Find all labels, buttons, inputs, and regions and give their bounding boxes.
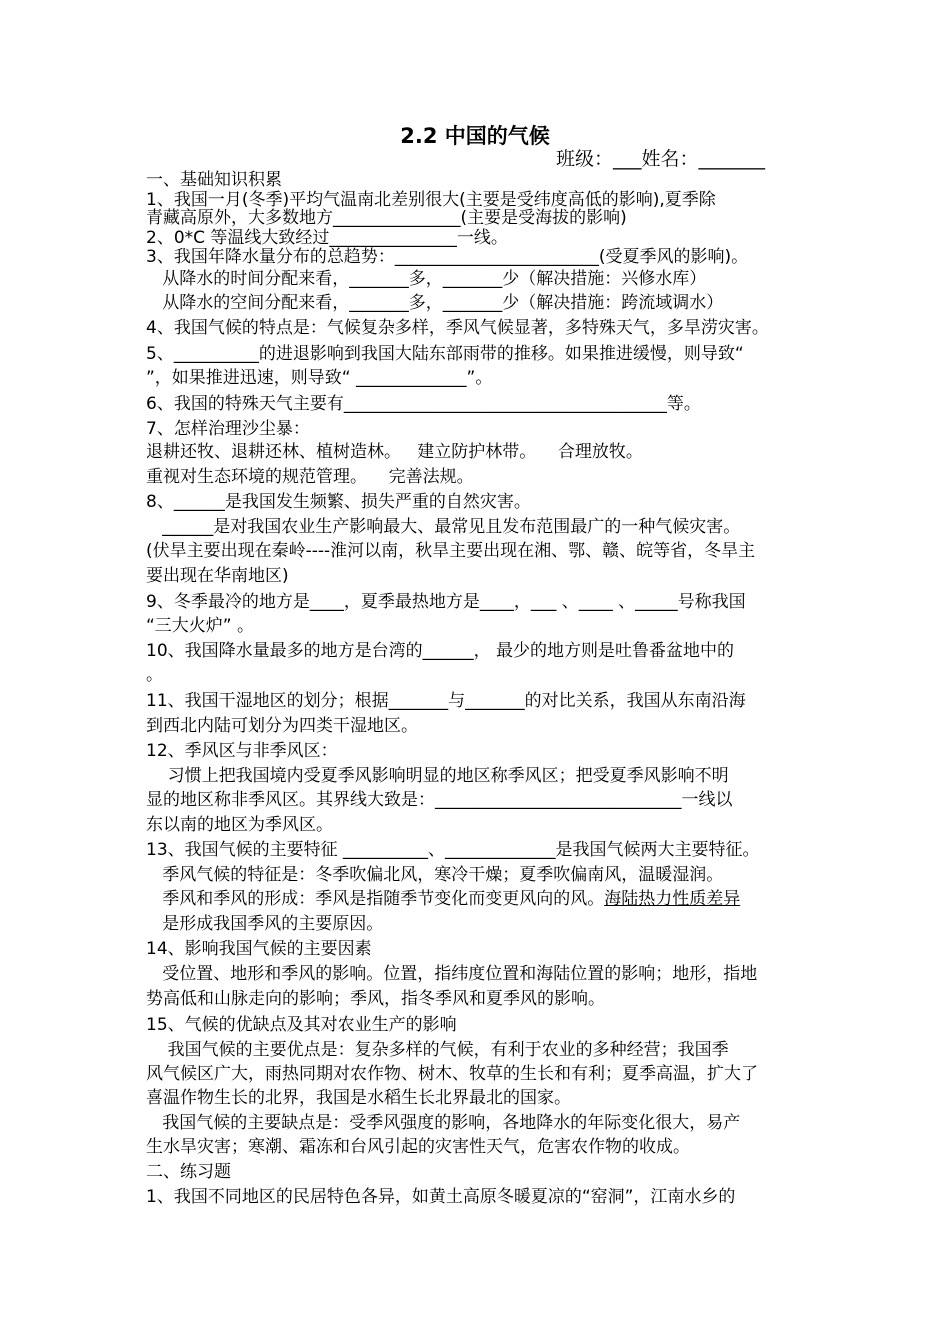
text-line: 我国气候的主要缺点是：受季风强度的影响，各地降水的年际变化很大，易产 [146,1113,741,1133]
text-line: 。 [146,665,163,685]
text-line: 显的地区称非季风区。其界线大致是：_____________________________一线以 [146,790,733,810]
class-name-field: 班级：___姓名：_______ [556,148,766,170]
text-line: ”，如果推进迅速，则导致“ _____________”。 [146,368,493,388]
text-line: 1、我国不同地区的民居特色各异，如黄土高原冬暖夏凉的“窑洞”，江南水乡的 [146,1187,736,1207]
text-line: 11、我国干湿地区的划分；根据_______与_______的对比关系，我国从东南沿海 [146,691,746,711]
text-line: 是形成我国季风的主要原因。 [146,914,384,934]
text-line: 从降水的时间分配来看，_______多，_______少（解决措施：兴修水库） [146,269,707,289]
text-line: 我国气候的主要优点是：复杂多样的气候，有利于农业的多种经营；我国季 [146,1040,729,1060]
text-line [146,889,740,909]
underlined-phrase: 海陆热力性质差异 [604,889,741,909]
text-line: 13、我国气候的主要特征 __________、_____________是我国气候两大主要特征。 [146,840,760,860]
text-line: ______是对我国农业生产影响最大、最常见且发布范围最广的一种气候灾害。 [146,517,741,537]
text-line: 9、冬季最冷的地方是____，夏季最热地方是____，___ 、____ 、_____号称我国 [146,592,746,612]
text-line: 势高低和山脉走向的影响；季风，指冬季风和夏季风的影响。 [146,989,605,1009]
text-line: 8、______是我国发生频繁、损失严重的自然灾害。 [146,492,531,512]
text-line: 14、影响我国气候的主要因素 [146,939,372,959]
text-line: 6、我国的特殊天气主要有______________________________________等。 [146,394,701,414]
text-line-part: 季风和季风的形成：季风是指随季节变化而变更风向的风。 [146,889,605,909]
text-line: 东以南的地区为季风区。 [146,815,333,835]
text-line: 生水旱灾害；寒潮、霜冻和台风引起的灾害性天气，危害农作物的收成。 [146,1137,690,1157]
text-line: 要出现在华南地区) [146,566,289,586]
text-line: 5、__________的进退影响到我国大陆东部雨带的推移。如果推进缓慢，则导致“ [146,344,744,364]
text-line: 15、气候的优缺点及其对农业生产的影响 [146,1015,457,1035]
text-line: 10、我国降水量最多的地方是台湾的______， 最少的地方则是吐鲁番盆地中的 [146,641,735,661]
text-line: 重视对生态环境的规范管理。 完善法规。 [146,467,474,487]
text-line: 从降水的空间分配来看，_______多，_______少（解决措施：跨流域调水） [146,293,724,313]
text-line: 习惯上把我国境内受夏季风影响明显的地区称季风区；把受夏季风影响不明 [146,766,729,786]
text-line: 3、我国年降水量分布的总趋势：________________________(受夏季风的影响)。 [146,247,749,267]
text-line: 青藏高原外，大多数地方_______________(主要是受海拔的影响) [146,208,627,228]
section-heading-basics: 一、基础知识积累 [146,170,282,190]
text-line: 受位置、地形和季风的影响。位置，指纬度位置和海陆位置的影响；地形，指地 [146,964,758,984]
text-line: (伏旱主要出现在秦岭----淮河以南，秋旱主要出现在湘、鄂、赣、皖等省，冬旱主 [146,541,756,561]
text-line: 到西北内陆可划分为四类干湿地区。 [146,716,418,736]
text-line: 7、怎样治理沙尘暴： [146,419,310,439]
text-line: 风气候区广大，雨热同期对农作物、树木、牧草的生长和有利；夏季高温，扩大了 [146,1064,758,1084]
text-line: 2、0*C 等温线大致经过_______________一线。 [146,228,508,248]
page-title: 2.2 中国的气候 [400,124,550,148]
text-line: 1、我国一月(冬季)平均气温南北差别很大(主要是受纬度高低的影响),夏季除 [146,190,716,210]
text-line: 4、我国气候的特点是：气候复杂多样，季风气候显著，多特殊天气，多旱涝灾害。 [146,318,769,338]
text-line: 喜温作物生长的北界，我国是水稻生长北界最北的国家。 [146,1088,571,1108]
text-line: 退耕还牧、退耕还林、植树造林。 建立防护林带。 合理放牧。 [146,442,643,462]
section-heading-exercises: 二、练习题 [146,1162,231,1182]
text-line: 12、季风区与非季风区： [146,741,338,761]
text-line: 季风气候的特征是：冬季吹偏北风，寒冷干燥；夏季吹偏南风，温暖湿润。 [146,865,724,885]
text-line: “三大火炉” 。 [146,616,255,636]
